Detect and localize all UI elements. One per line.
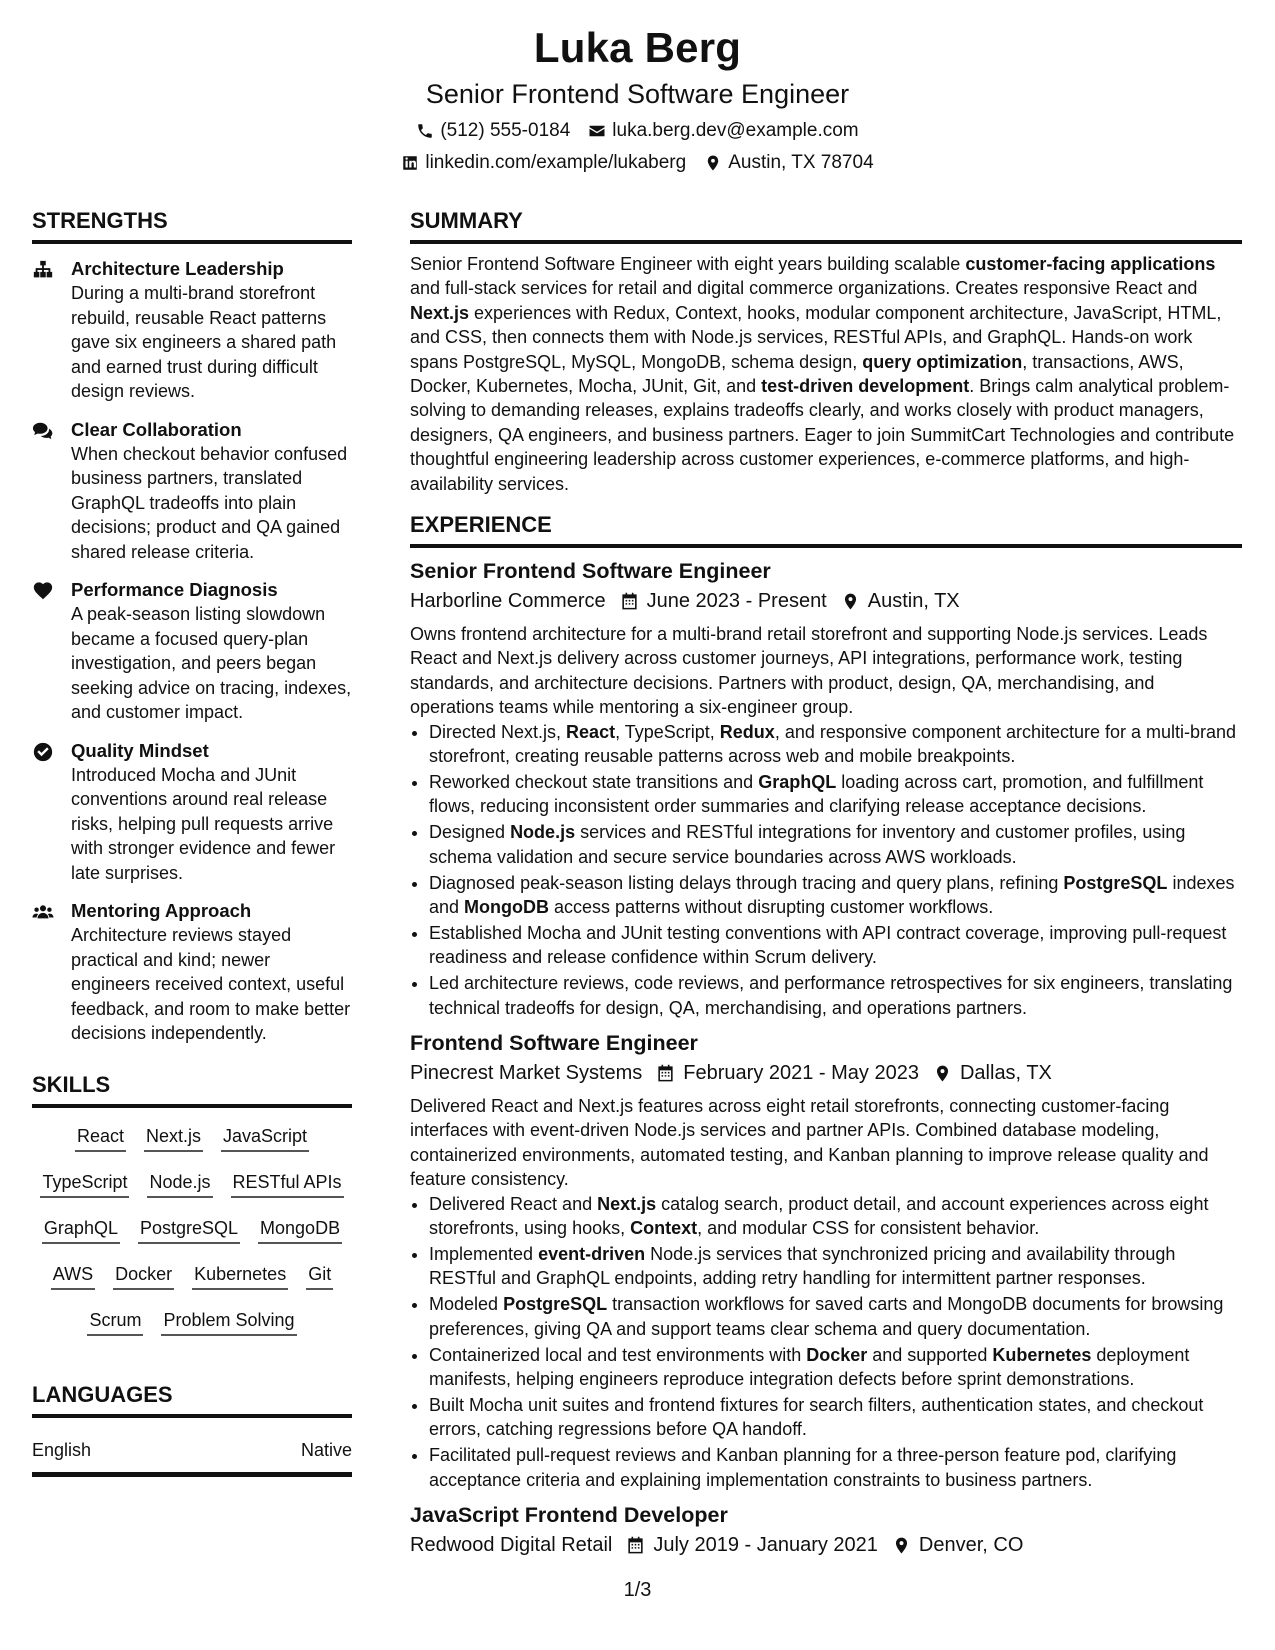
linkedin-icon — [401, 154, 419, 172]
strength-title: Quality Mindset — [71, 739, 209, 761]
job-dates: February 2021 - May 2023 — [683, 1062, 919, 1085]
job-entry — [410, 1028, 1242, 1492]
bold-keyword: React — [566, 721, 616, 742]
languages-heading: LANGUAGES — [32, 1380, 352, 1418]
job-dates: July 2019 - January 2021 — [653, 1534, 878, 1557]
phone-number: (512) 555-0184 — [440, 120, 571, 141]
text-run: . Brings calm analytical problem-solving to demanding releases, explains tradeoffs clearly, and works closely with product managers, designers, QA engineers, and business partners. Eager to join SummitCart Technologies and contribute thoughtful engineering leadership across customer experiences, e-commerce platforms, and high-availability services. — [410, 376, 1235, 494]
map-pin-icon — [892, 1536, 911, 1555]
job-bullet — [429, 1343, 1242, 1392]
bold-keyword: Node.js — [510, 822, 576, 843]
strength-desc: When checkout behavior confused business partners, translated GraphQL tradeoffs into plain decisions; product and QA gained shared release criteria. — [71, 443, 348, 562]
job-bullet — [429, 971, 1242, 1020]
text-run: , and responsive component architecture for a multi-brand storefront, creating reusable patterns across web and mobile breakpoints. — [429, 721, 1237, 767]
job-dates: June 2023 - Present — [646, 590, 827, 613]
page-number: 1/3 — [623, 1579, 652, 1601]
bold-keyword: PostgreSQL — [503, 1294, 608, 1315]
text-run: access patterns without disrupting customer workflows. — [549, 897, 994, 918]
strengths-list — [32, 256, 352, 1046]
text-run: transaction workflows for saved carts and MongoDB documents for browsing preferences, giving QA and support teams clear schema and query documentation. — [429, 1294, 1224, 1339]
job-bullet — [429, 1443, 1242, 1492]
text-run: , transactions, AWS, Docker, Kubernetes, Mocha, JUnit, Git, and — [410, 351, 1184, 397]
job-title: Senior Frontend Software Engineer — [410, 559, 771, 584]
job-bullet — [429, 820, 1242, 869]
text-run: Modeled — [429, 1294, 504, 1315]
skill-tag: Node.js — [147, 1170, 212, 1198]
strength-title: Mentoring Approach — [71, 900, 252, 921]
bold-keyword: Next.js — [597, 1193, 657, 1214]
bold-keyword: customer-facing applications — [965, 254, 1216, 274]
strength-item — [32, 577, 352, 725]
linkedin-contact[interactable] — [401, 150, 686, 176]
job-bullet — [429, 921, 1242, 970]
job-bullets — [410, 1192, 1242, 1492]
phone-icon — [416, 122, 434, 140]
comments-icon — [32, 420, 54, 442]
calendar-icon — [626, 1536, 645, 1555]
bold-keyword: event-driven — [538, 1244, 646, 1264]
resume-header — [0, 22, 1275, 176]
language-name: English — [32, 1439, 92, 1460]
job-bullet — [429, 1192, 1242, 1241]
job-location: Dallas, TX — [959, 1062, 1052, 1085]
skill-tag: Scrum — [87, 1308, 143, 1336]
skill-tag: GraphQL — [42, 1216, 120, 1244]
job-company: Redwood Digital Retail — [410, 1534, 613, 1557]
left-column — [32, 206, 352, 1477]
job-location: Austin, TX — [867, 590, 960, 613]
strength-title: Architecture Leadership — [71, 258, 284, 279]
skill-tag: Problem Solving — [161, 1308, 296, 1336]
text-run: Led architecture reviews, code reviews, and performance retrospectives for six engineers, translating technical tradeoffs for design, QA, merchandising, and operations partners. — [429, 973, 1233, 1018]
job-meta — [410, 1058, 1242, 1088]
map-pin-icon — [704, 154, 722, 172]
skill-tag: RESTful APIs — [231, 1170, 344, 1198]
job-description: Delivered React and Next.js features across eight retail storefronts, connecting customer-facing interfaces with event-driven Node.js services and partner APIs. Combined database modeling, containerized environments, automated testing, and Kanban planning to improve release quality and feature consistency. — [410, 1096, 1209, 1190]
text-run: Established Mocha and JUnit testing conventions with API contract coverage, improving pull-request readiness and release confidence within Scrum delivery. — [429, 922, 1227, 968]
skill-tag: TypeScript — [40, 1170, 129, 1198]
bold-keyword: Docker — [806, 1344, 868, 1365]
strengths-heading: STRENGTHS — [32, 206, 352, 244]
strength-item — [32, 898, 352, 1046]
text-run: Containerized local and test environments with — [429, 1344, 807, 1365]
skill-tag: Docker — [113, 1262, 174, 1290]
email-address: luka.berg.dev@example.com — [612, 120, 859, 141]
sitemap-icon — [32, 259, 54, 281]
strength-desc: A peak-season listing slowdown became a focused query-plan investigation, and peers began seeking advice on tracing, indexes, and customer impact. — [71, 604, 352, 722]
candidate-title: Senior Frontend Software Engineer — [425, 79, 850, 109]
strength-desc: Introduced Mocha and JUnit conventions around real release risks, helping pull requests arrive with stronger evidence and fewer late surprises. — [71, 764, 336, 883]
strength-item — [32, 256, 352, 404]
text-run: and supported — [867, 1344, 993, 1365]
language-level: Native — [300, 1439, 352, 1460]
strength-desc: Architecture reviews stayed practical and kind; newer engineers received context, useful feedback, and room to make better decisions independently. — [71, 925, 351, 1043]
bold-keyword: Redux — [719, 721, 775, 742]
job-bullet — [429, 1393, 1242, 1442]
location-contact — [704, 150, 873, 176]
text-run: and full-stack services for retail and digital commerce organizations. Creates responsive React and — [410, 278, 1198, 299]
job-entry — [410, 1500, 1242, 1560]
skill-tag: MongoDB — [258, 1216, 342, 1244]
phone-contact[interactable] — [416, 118, 570, 144]
strength-item — [32, 417, 352, 565]
location-text: Austin, TX 78704 — [728, 152, 874, 173]
bold-keyword: MongoDB — [464, 897, 550, 918]
text-run: deployment manifests, helping engineers reproduce integration defects before sprint demonstrations. — [429, 1344, 1190, 1390]
calendar-icon — [620, 592, 639, 611]
text-run: Senior Frontend Software Engineer with eight years building scalable — [410, 254, 966, 274]
calendar-icon — [656, 1064, 675, 1083]
job-description: Owns frontend architecture for a multi-brand retail storefront and supporting Node.js services. Leads React and Next.js delivery across customer journeys, API integrations, performance work, testing standards, and architecture decisions. Partners with product, design, QA, merchandising, and operations teams while mentoring a six-engineer group. — [410, 624, 1208, 718]
skill-tag: React — [75, 1124, 126, 1152]
right-column — [410, 206, 1242, 1560]
job-entry — [410, 556, 1242, 1020]
heart-icon — [32, 580, 54, 602]
candidate-name: Luka Berg — [533, 24, 742, 71]
text-run: Built Mocha unit suites and frontend fixtures for search filters, authentication states, and checkout errors, catching regressions before QA handoff. — [429, 1394, 1204, 1440]
job-bullets — [410, 720, 1242, 1020]
strength-desc: During a multi-brand storefront rebuild, reusable React patterns gave six engineers a shared path and earned trust during difficult design reviews. — [71, 283, 337, 401]
email-contact[interactable] — [588, 118, 858, 144]
skills-list — [32, 1124, 352, 1336]
text-run: indexes and — [429, 872, 1235, 918]
job-company: Pinecrest Market Systems — [410, 1062, 643, 1085]
summary-heading: SUMMARY — [410, 206, 1242, 244]
job-bullet — [429, 871, 1242, 920]
skills-heading: SKILLS — [32, 1070, 352, 1108]
bold-keyword: GraphQL — [758, 772, 837, 792]
map-pin-icon — [933, 1064, 952, 1083]
job-bullet — [429, 770, 1242, 819]
bold-keyword: Kubernetes — [992, 1344, 1092, 1365]
bold-keyword: query optimization — [862, 351, 1023, 372]
bold-keyword: Context — [630, 1218, 698, 1239]
contact-row-2 — [0, 150, 1275, 176]
skill-tag: PostgreSQL — [138, 1216, 240, 1244]
job-title: Frontend Software Engineer — [410, 1031, 698, 1056]
text-run: Designed — [429, 822, 511, 843]
text-run: catalog search, product detail, and account experiences across eight storefronts, using hooks, — [429, 1193, 1209, 1239]
language-row — [32, 1438, 352, 1477]
strength-item — [32, 738, 352, 886]
text-run: loading across cart, promotion, and fulfillment flows, reducing inconsistent order summaries and clarifying release acceptance decisions. — [429, 772, 1204, 817]
job-location: Denver, CO — [918, 1534, 1024, 1557]
job-meta — [410, 1530, 1242, 1560]
strength-title: Performance Diagnosis — [71, 579, 278, 600]
contact-row-1 — [0, 118, 1275, 144]
map-pin-icon — [841, 592, 860, 611]
users-icon — [32, 901, 54, 923]
check-circle-icon — [32, 741, 54, 763]
bold-keyword: PostgreSQL — [1063, 872, 1168, 893]
linkedin-url: linkedin.com/example/lukaberg — [425, 152, 687, 173]
summary-text — [410, 252, 1242, 496]
bold-keyword: Next.js — [410, 302, 470, 323]
text-run: services and RESTful integrations for inventory and customer profiles, using schema validation and secure service boundaries across AWS workloads. — [429, 822, 1186, 867]
text-run: , TypeScript, — [615, 721, 720, 742]
text-run: Facilitated pull-request reviews and Kanban planning for a three-person feature pod, clarifying acceptance criteria and explaining implementation constraints to business partners. — [429, 1445, 1177, 1490]
envelope-icon — [588, 122, 606, 140]
job-title: JavaScript Frontend Developer — [410, 1503, 728, 1528]
skill-tag: Kubernetes — [192, 1262, 288, 1290]
skill-tag: Git — [306, 1262, 333, 1290]
skill-tag: Next.js — [144, 1124, 203, 1152]
job-bullet — [429, 1242, 1242, 1291]
skill-tag: AWS — [51, 1262, 95, 1290]
text-run: Delivered React and — [429, 1193, 598, 1214]
strength-title: Clear Collaboration — [71, 418, 242, 440]
text-run: Node.js services that synchronized pricing and availability through RESTful and GraphQL endpoints, adding retry handling for intermittent partner responses. — [429, 1244, 1176, 1289]
experience-heading: EXPERIENCE — [410, 510, 1242, 548]
text-run: Reworked checkout state transitions and — [429, 772, 759, 792]
job-bullet — [429, 1292, 1242, 1341]
bold-keyword: test-driven development — [761, 376, 970, 397]
job-meta — [410, 586, 1242, 616]
text-run: Implemented — [429, 1244, 539, 1264]
text-run: , and modular CSS for consistent behavior. — [697, 1218, 1040, 1239]
text-run: Directed Next.js, — [429, 721, 567, 742]
job-company: Harborline Commerce — [410, 590, 606, 613]
text-run: Diagnosed peak-season listing delays through tracing and query plans, refining — [429, 872, 1064, 893]
job-bullet — [429, 720, 1242, 769]
skill-tag: JavaScript — [221, 1124, 309, 1152]
text-run: experiences with Redux, Context, hooks, modular component architecture, JavaScript, HTML, and CSS, then connects them with Node.js services, RESTful APIs, and GraphQL. Hands-on work spans PostgreSQL, MySQL, MongoDB, schema design, — [410, 302, 1222, 372]
